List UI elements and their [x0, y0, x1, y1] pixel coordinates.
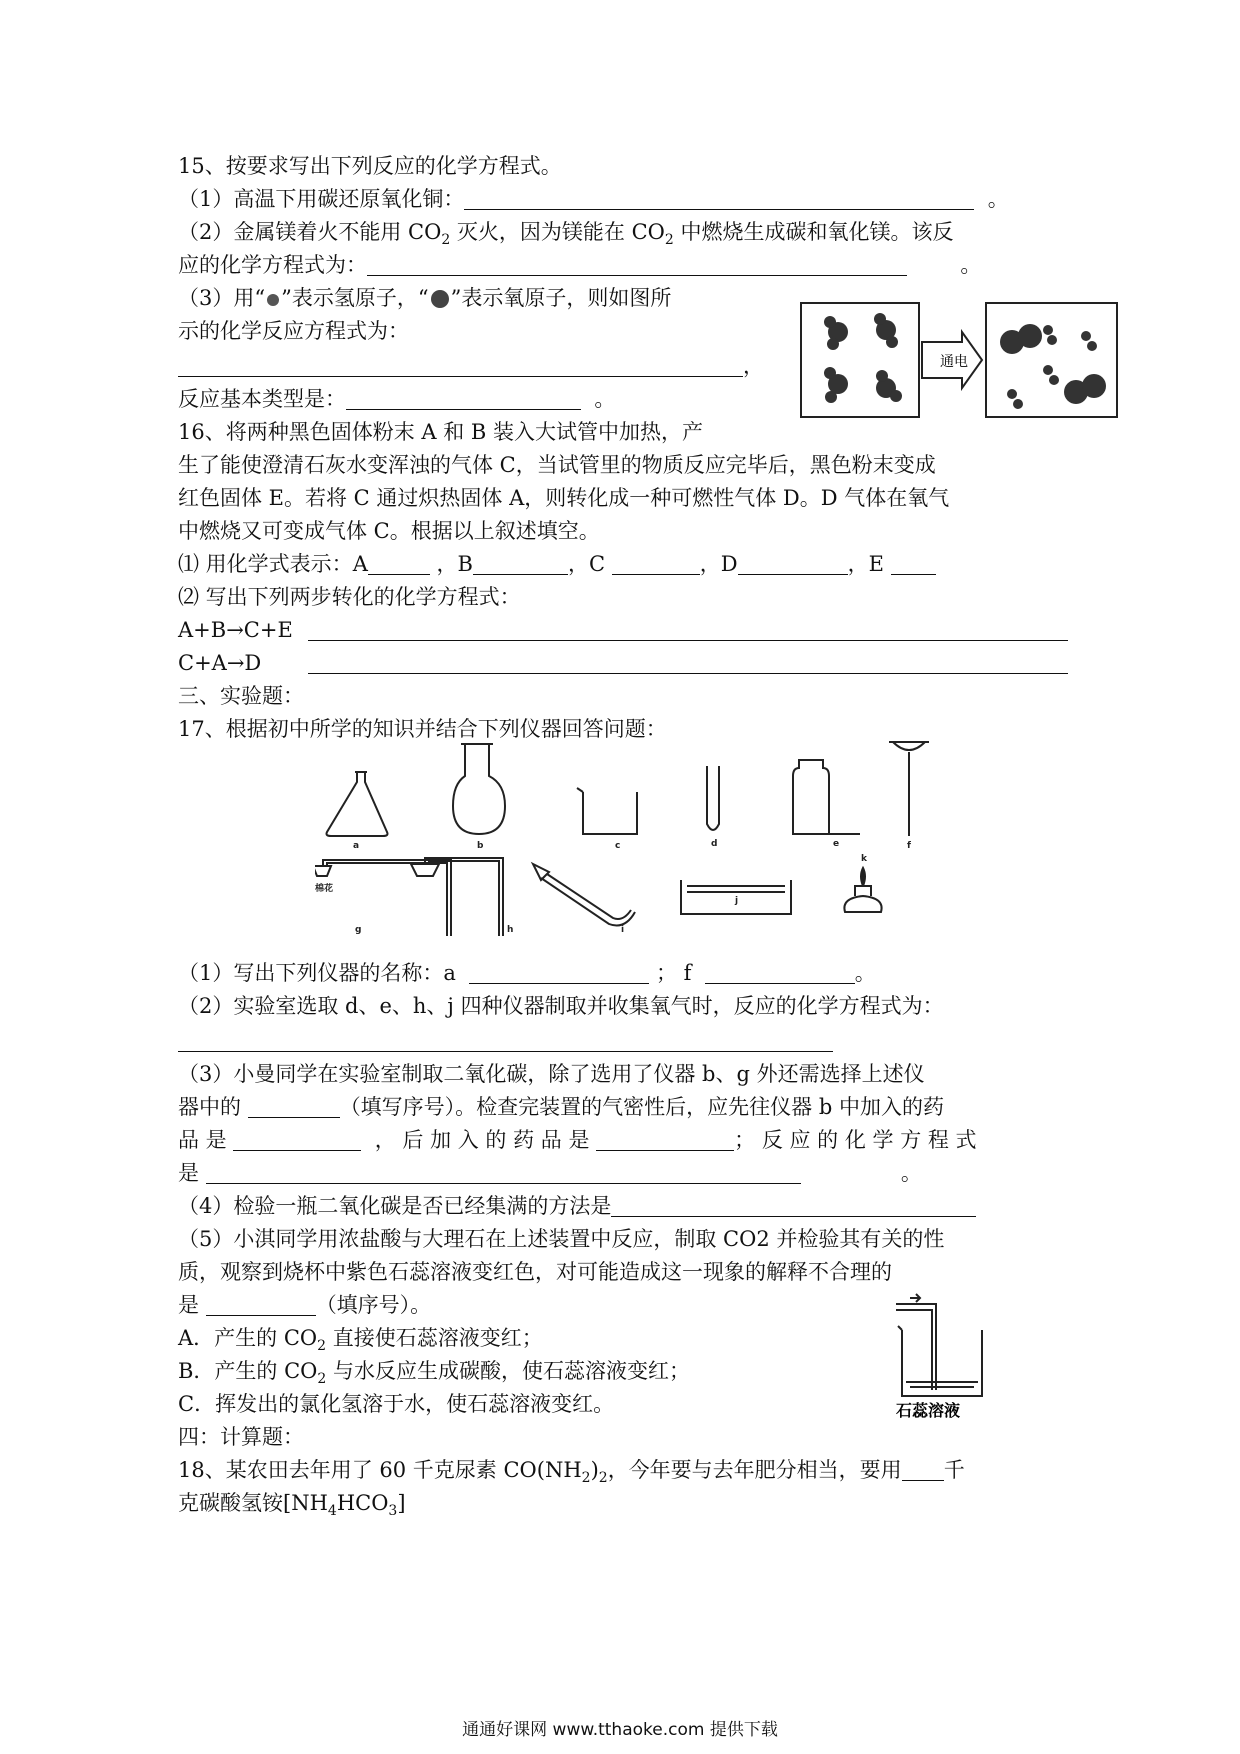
answer-blank[interactable]	[902, 1458, 944, 1481]
conical-flask-icon	[327, 772, 388, 836]
q15-part3-type	[178, 383, 615, 415]
label-c: ，C	[567, 552, 606, 576]
q15-part2-end: 。	[960, 253, 982, 277]
answer-blank-b[interactable]	[473, 552, 568, 575]
page-footer: 通通好课网 www.tthaoke.com 提供下载	[462, 1720, 778, 1740]
q17-part3-text: 器中的	[178, 1095, 241, 1119]
q16-eq2-label: C+A→D	[178, 651, 262, 675]
q18-text: HCO	[336, 1491, 389, 1515]
q17-part5-line2: 质，观察到烧杯中紫色石蕊溶液变红色，对可能造成这一现象的解释不合理的	[178, 1260, 892, 1284]
answer-blank[interactable]	[367, 253, 907, 276]
q16-sub1	[178, 548, 936, 580]
option-text: 与水反应生成碳酸，使石蕊溶液变红；	[326, 1359, 691, 1383]
q15-part2-text: 应的化学方程式为：	[178, 253, 367, 277]
q17-option-a	[178, 1322, 543, 1354]
answer-blank-e[interactable]	[891, 552, 936, 575]
gas-jar-icon	[793, 760, 829, 834]
q17-part5-text: 是	[178, 1293, 199, 1317]
q18-text: )	[590, 1458, 599, 1482]
q17-part2: （2）实验室选取 d、e、h、j 四种仪器制取并收集氧气时，反应的化学方程式为：	[178, 994, 944, 1018]
q18-text: 18、某农田去年用了 60 千克尿素 CO(NH	[178, 1458, 582, 1482]
q17-part3-text: ， 后 加 入 的 药 品 是	[374, 1128, 590, 1152]
stopper-icon	[533, 864, 549, 880]
q17-part5-text: （填序号）。	[315, 1293, 432, 1317]
answer-blank[interactable]	[206, 1293, 316, 1316]
lab-apparatus-diagram	[315, 736, 995, 936]
q16-eq2	[178, 647, 1068, 679]
option-text: 直接使石蕊溶液变红；	[326, 1326, 543, 1350]
q17-part3-text: 是	[178, 1161, 199, 1185]
answer-blank[interactable]	[248, 1095, 340, 1118]
q17-part3-text: （填写序号）。检查完装置的气密性后，应先往仪器 b 中加入的药	[339, 1095, 944, 1119]
q17-part3-end: 。	[900, 1161, 922, 1185]
q18-text: 克碳酸氢铵[NH	[178, 1491, 328, 1515]
q16-eq1	[178, 614, 1068, 646]
label-k: k	[861, 854, 867, 864]
q17-part2-answer	[178, 1025, 833, 1057]
stopper-icon	[315, 866, 331, 876]
subscript: 2	[317, 1371, 327, 1388]
arrow-label: 通电	[940, 354, 968, 370]
q15-part3-text: ”表示氧原子，则如图所	[450, 286, 672, 310]
label-a: a	[353, 841, 360, 851]
oxygen-atom-icon	[429, 287, 451, 309]
test-tube-icon	[707, 766, 719, 830]
apparatus-labels	[315, 839, 911, 935]
q17-part4-text: （4）检验一瓶二氧化碳是否已经集满的方法是	[178, 1194, 612, 1218]
label-g-note: 棉花	[315, 884, 334, 894]
answer-blank[interactable]	[308, 618, 1068, 641]
q17-part5-line1: （5）小淇同学用浓盐酸与大理石在上述装置中反应，制取 CO2 并检验其有关的性	[178, 1227, 945, 1251]
alcohol-lamp-icon	[844, 896, 881, 912]
q15-part3-text: 反应基本类型是：	[178, 387, 346, 411]
q15-part3-line3	[178, 350, 764, 382]
q15-part3-text: ”表示氢原子，“	[281, 286, 429, 310]
answer-blank[interactable]	[178, 354, 743, 377]
q17-part5-line3	[178, 1289, 431, 1321]
q15-part3-end: 。	[594, 387, 616, 411]
q17-option-b	[178, 1355, 690, 1387]
label-j: j	[735, 896, 739, 906]
q17-part3-line1: （3）小曼同学在实验室制取二氧化碳，除了选用了仪器 b、g 外还需选择上述仪	[178, 1062, 925, 1086]
hydrogen-atom-icon	[265, 291, 281, 307]
answer-blank[interactable]	[346, 387, 581, 410]
q15-title: 15、按要求写出下列反应的化学方程式。	[178, 154, 562, 178]
q18-text: ]	[397, 1491, 406, 1515]
label-a: A	[352, 552, 368, 576]
answer-blank[interactable]	[469, 961, 649, 984]
label-g: g	[355, 925, 362, 935]
label-d: ，D	[699, 552, 738, 576]
label-e: e	[833, 839, 840, 849]
q17-part3-text: ； 反 应 的 化 学 方 程 式	[734, 1128, 977, 1152]
subscript: 2	[317, 1338, 327, 1355]
beaker-icon	[898, 1326, 982, 1396]
litmus-beaker-diagram	[890, 1290, 1000, 1420]
answer-blank-c[interactable]	[612, 552, 700, 575]
label-b: b	[477, 841, 484, 851]
q17-part3-line3	[178, 1124, 977, 1156]
answer-blank[interactable]	[464, 187, 974, 210]
section-3-heading: 三、实验题：	[178, 684, 304, 708]
q18-line1	[178, 1454, 965, 1486]
q17-part1	[178, 957, 876, 989]
q17-part3-line4	[178, 1157, 922, 1189]
label-e: ，E	[847, 552, 884, 576]
answer-blank[interactable]	[206, 1161, 801, 1184]
q15-part2-text: 灭火，因为镁能在 CO	[450, 220, 665, 244]
q16-line1: 16、将两种黑色固体粉末 A 和 B 装入大试管中加热，产	[178, 420, 704, 444]
q16-line4: 中燃烧又可变成气体 C。根据以上叙述填空。	[178, 519, 600, 543]
q18-text: ，今年要与去年肥分相当，要用	[607, 1458, 902, 1482]
q15-part1-end: 。	[987, 187, 1009, 211]
q15-part3-line2: 示的化学反应方程式为：	[178, 319, 409, 343]
label-b: ，B	[436, 552, 473, 576]
q15-part3-text: （3）用“	[178, 286, 266, 310]
beaker-label: 石蕊溶液	[896, 1401, 961, 1420]
q17-part1-text: （1）写出下列仪器的名称：a	[178, 961, 456, 985]
q17-title: 17、根据初中所学的知识并结合下列仪器回答问题：	[178, 717, 667, 741]
answer-blank[interactable]	[596, 1128, 734, 1151]
q18-line2	[178, 1487, 406, 1519]
answer-blank-a[interactable]	[368, 552, 430, 575]
q16-eq1-label: A+B→C+E	[178, 618, 293, 642]
q15-part3	[178, 282, 671, 314]
electrolysis-water-diagram	[800, 302, 1120, 420]
option-text: B．产生的 CO	[178, 1359, 318, 1383]
subscript: 3	[388, 1503, 398, 1520]
q15-part2-text: （2）金属镁着火不能用 CO	[178, 220, 442, 244]
subscript: 2	[581, 1470, 591, 1487]
section-4-heading: 四：计算题：	[178, 1425, 304, 1449]
label-d: d	[711, 839, 718, 849]
subscript: 2	[664, 232, 674, 249]
q16-line3: 红色固体 E。若将 C 通过炽热固体 A，则转化成一种可燃性气体 D。D 气体在氧气	[178, 486, 950, 510]
q17-part3-text: 品 是	[178, 1128, 227, 1152]
q16-sub2: ⑵ 写出下列两步转化的化学方程式：	[178, 585, 521, 609]
q18-text: 千	[943, 1458, 965, 1482]
q15-part2	[178, 216, 954, 248]
subscript: 2	[598, 1470, 608, 1487]
comma: ，	[743, 354, 764, 378]
q15-part2-line2	[178, 249, 981, 281]
q17-part1-text: ； f	[655, 961, 692, 985]
q17-part1-end: 。	[854, 961, 876, 985]
q16-sub1-text: ⑴ 用化学式表示：	[178, 552, 353, 576]
label-h: h	[507, 925, 514, 935]
option-text: A．产生的 CO	[178, 1326, 318, 1350]
q17-option-c: C．挥发出的氯化氢溶于水，使石蕊溶液变红。	[178, 1392, 615, 1416]
answer-blank[interactable]	[178, 1029, 833, 1052]
subscript: 2	[441, 232, 451, 249]
answer-blank[interactable]	[233, 1128, 361, 1151]
answer-blank-d[interactable]	[738, 552, 848, 575]
q15-part1	[178, 183, 1009, 215]
q16-line2: 生了能使澄清石灰水变浑浊的气体 C，当试管里的物质反应完毕后，黑色粉末变成	[178, 453, 936, 477]
q15-part1-text: （1）高温下用碳还原氧化铜：	[178, 187, 465, 211]
label-i: i	[621, 925, 625, 935]
label-f: f	[907, 841, 911, 851]
answer-blank[interactable]	[611, 1194, 976, 1217]
answer-blank[interactable]	[705, 961, 855, 984]
round-flask-icon	[453, 744, 505, 834]
q17-part4	[178, 1190, 976, 1222]
label-c: c	[615, 841, 621, 851]
funnel-icon	[893, 742, 925, 750]
beaker-icon	[577, 788, 637, 834]
answer-blank[interactable]	[308, 651, 1068, 674]
subscript: 4	[327, 1503, 337, 1520]
q17-part3-line2	[178, 1091, 944, 1123]
q15-part2-text: 中燃烧生成碳和氧化镁。该反	[673, 220, 954, 244]
